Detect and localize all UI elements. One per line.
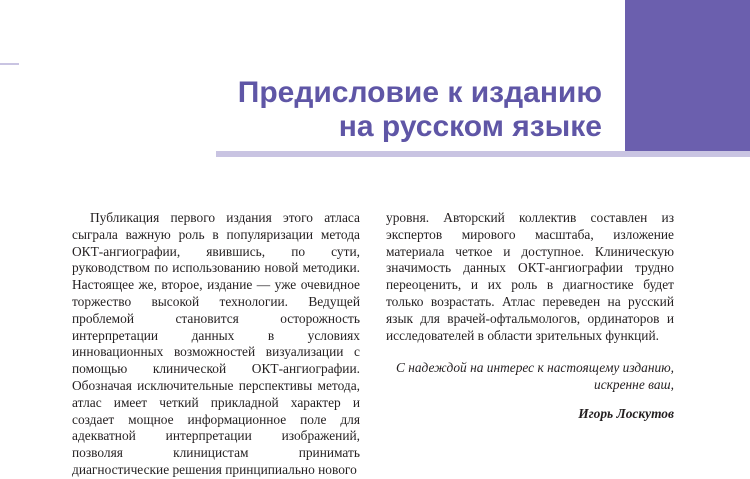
margin-tick <box>0 63 19 65</box>
accent-block <box>625 0 750 151</box>
page-title <box>238 76 602 144</box>
preface-paragraph-part-1: Публикация первого издания этого атласа сыграла важную роль в популяризации метода ОКТ-ангиографии, явившись, по сути, руководством по использованию новой методики. Настоящее же, второе, издание — уже очевидное торжество высокой технологии. Ведущей проблемой становится осторожность интерпретации данных в условиях инновационных возможностей визуализации с помощью клинической ОКТ-ангиографии. Обозначая исключительные перспективы метода, атлас имеет четкий прикладной характер и создает мощное информационное поле для адекватной интерпретации изображений, позволяя клиницистам принимать диагностические решения принципиально нового <box>72 210 360 477</box>
preface-paragraph-part-2: уровня. Авторский коллектив составлен из экспертов мирового масштаба, изложение материала четкое и доступное. Клиническую значимость данных ОКТ-ангиографии трудно переоценить, и их роль в диагностике будет только возрастать. Атлас переведен на русский язык для врачей-офтальмологов, ординаторов и исследователей в области зрительных функций. <box>386 210 674 343</box>
title-underline <box>216 151 750 157</box>
signature-author-name: Игорь Лоскутов <box>578 405 674 421</box>
signature-closing-line: С надеждой на интерес к настоящему изданию, <box>395 360 674 376</box>
text-column-left <box>72 210 360 479</box>
title-line-2: на русском языке <box>338 110 602 143</box>
text-column-right <box>386 210 674 423</box>
signature-sincerely: искренне ваш, <box>594 377 674 393</box>
title-line-1: Предисловие к изданию <box>237 76 602 109</box>
